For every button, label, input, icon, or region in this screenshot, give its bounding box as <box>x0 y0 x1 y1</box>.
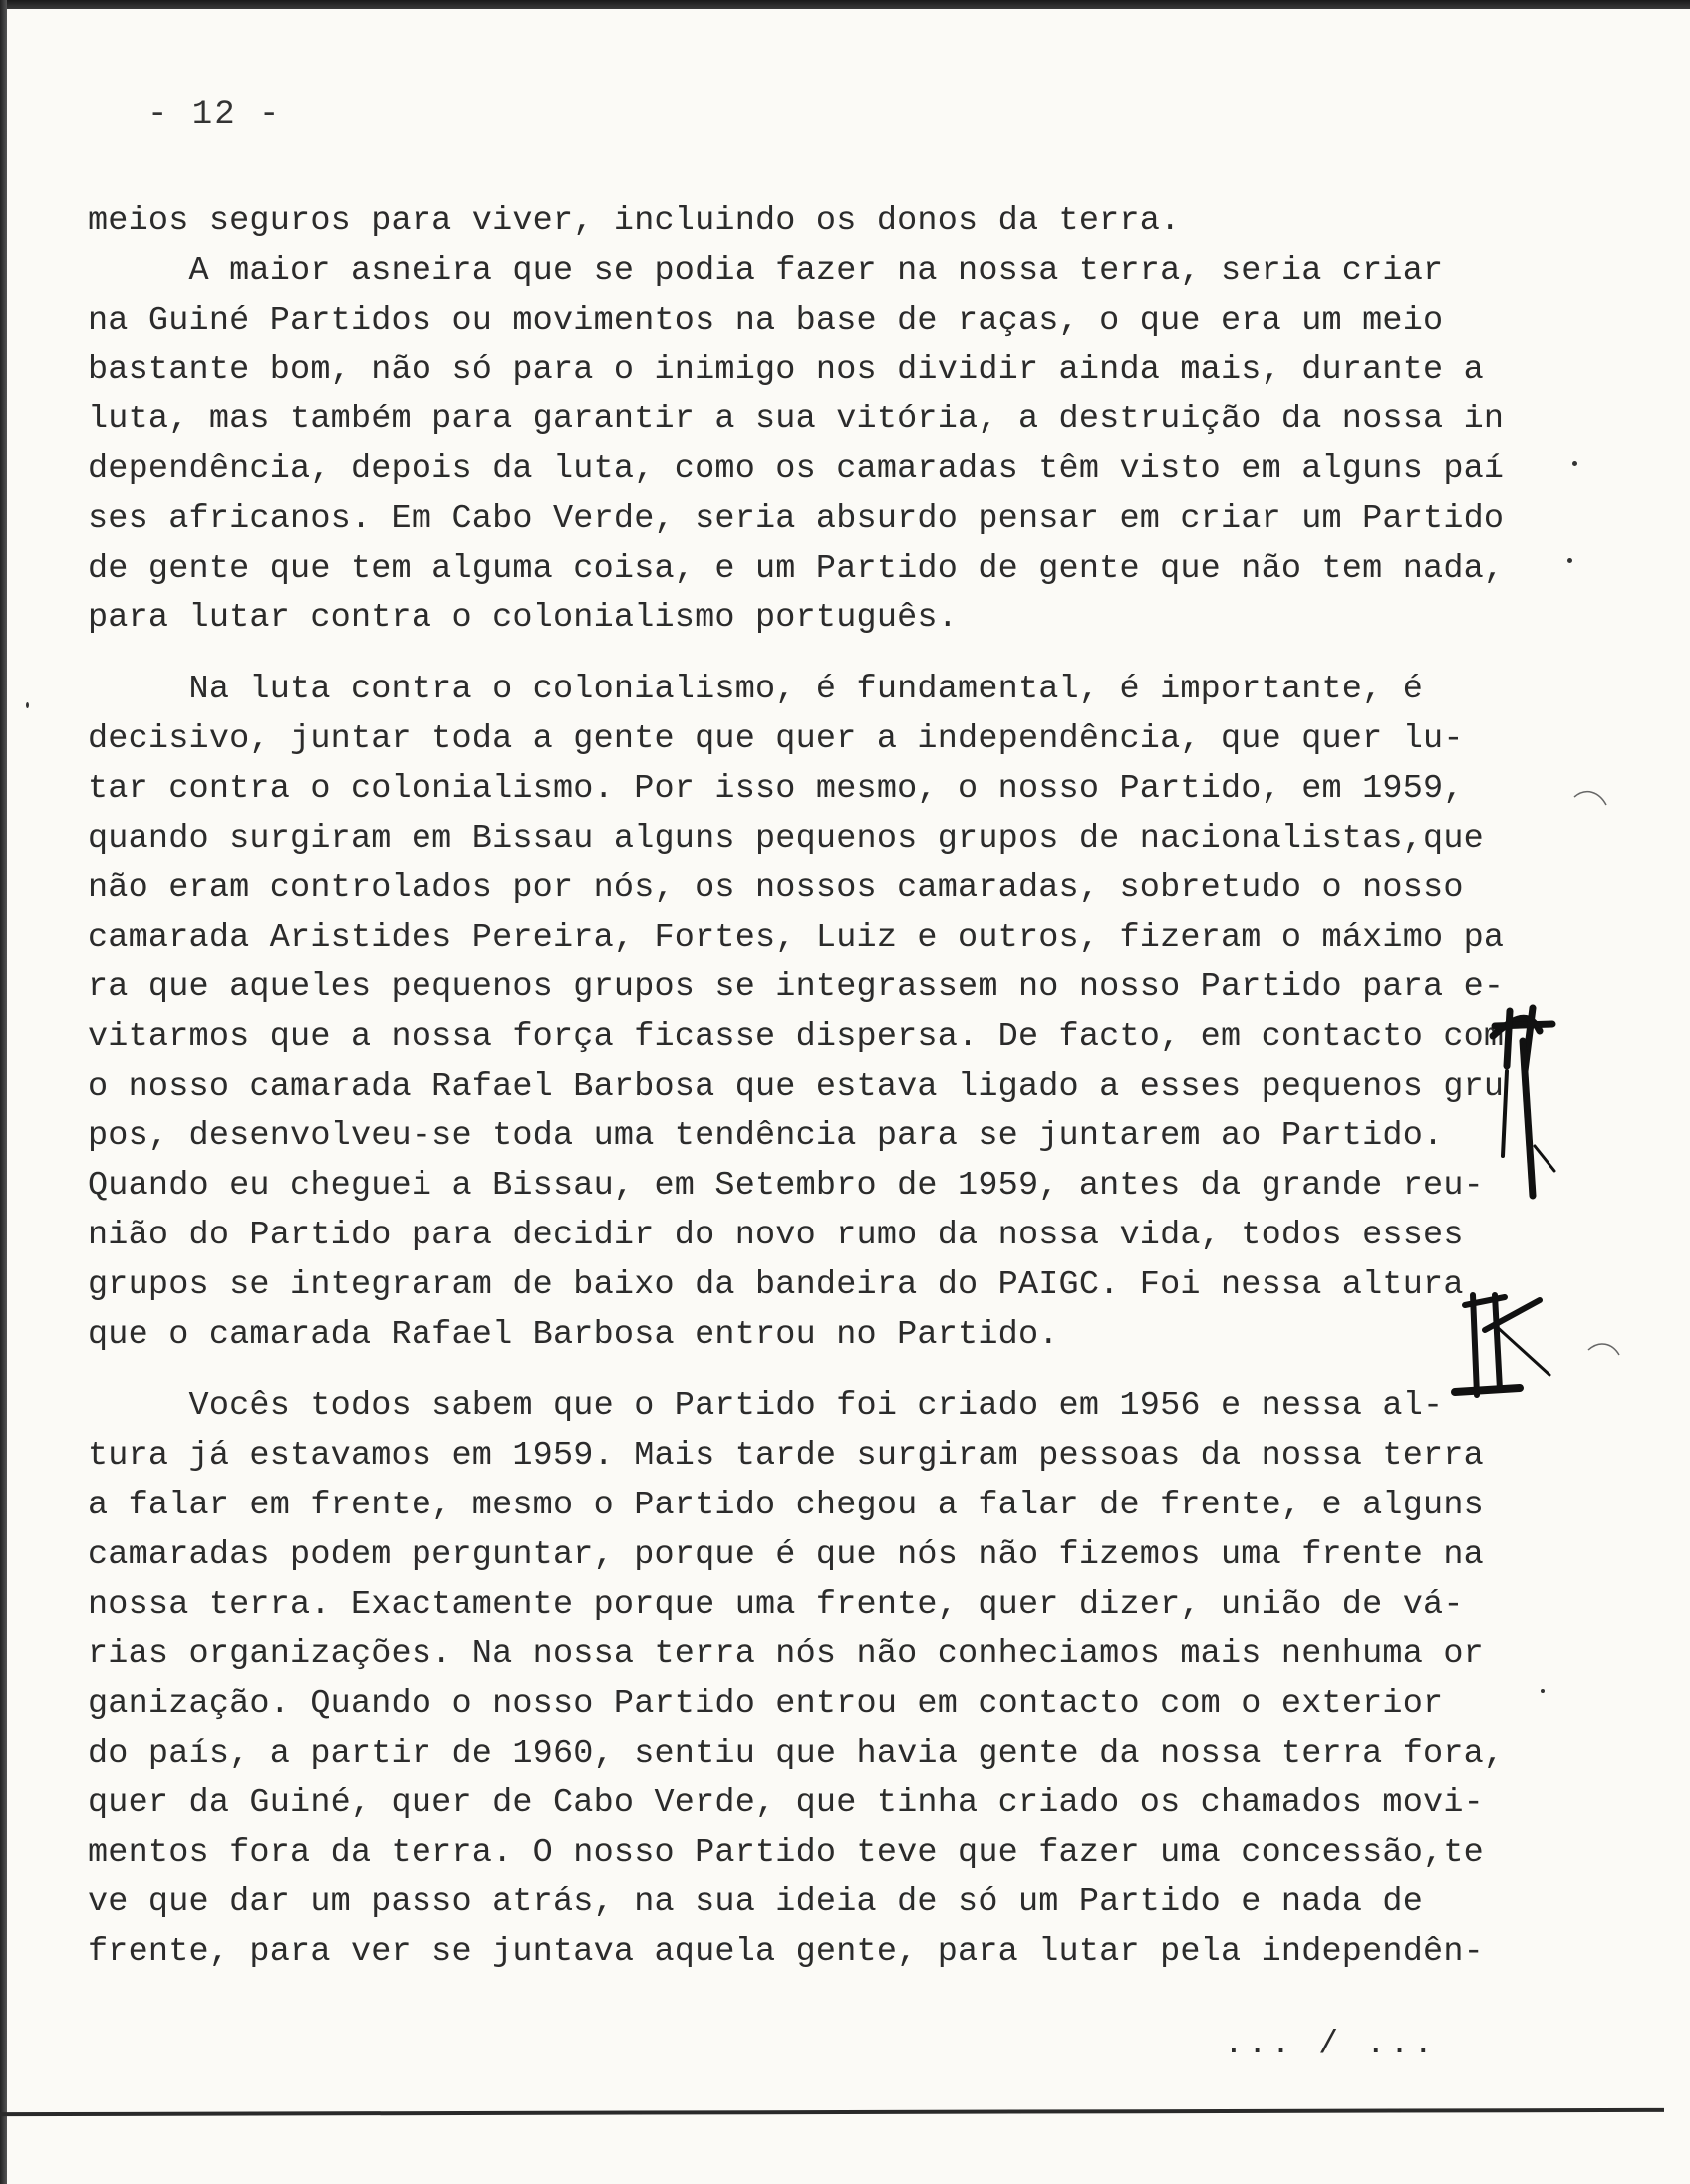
text-line: quer da Guiné, quer de Cabo Verde, que tinha criado os chamados movi- <box>88 1783 1484 1822</box>
text-line: para lutar contra o colonialismo português. <box>88 599 959 638</box>
text-line: luta, mas também para garantir a sua vitória, a destruição da nossa in <box>88 401 1505 439</box>
text-line: pos, desenvolveu-se toda uma tendência para se juntarem ao Partido. <box>88 1117 1444 1156</box>
scan-speck <box>26 702 29 708</box>
page-number: - 12 - <box>147 96 282 134</box>
text-line: o nosso camarada Rafael Barbosa que estava ligado a esses pequenos gru <box>88 1067 1505 1106</box>
text-line: quando surgiram em Bissau alguns pequenos grupos de nacionalistas,que <box>88 819 1484 858</box>
paragraph-break <box>88 644 1523 666</box>
body-text <box>88 197 1523 1978</box>
text-line: decisivo, juntar toda a gente que quer a independência, que quer lu- <box>88 719 1464 758</box>
text-line: meios seguros para viver, incluindo os donos da terra. <box>88 202 1181 240</box>
text-line: rias organizações. Na nossa terra nós não conheciamos mais nenhuma or <box>88 1635 1484 1674</box>
paragraph-break <box>88 1360 1523 1382</box>
continuation-marker: ... / ... <box>1224 2026 1438 2062</box>
scan-border-top <box>0 0 1690 9</box>
text-line: camaradas podem perguntar, porque é que nós não fizemos uma frente na <box>88 1535 1484 1574</box>
scan-speck <box>1572 461 1577 466</box>
text-line: Na luta contra o colonialismo, é fundamental, é importante, é <box>88 671 1424 709</box>
scan-border-left <box>0 0 7 2184</box>
text-line: nossa terra. Exactamente porque uma frente, quer dizer, união de vá- <box>88 1585 1464 1624</box>
text-line: bastante bom, não só para o inimigo nos dividir ainda mais, durante a <box>88 351 1484 390</box>
text-line: mentos fora da terra. O nosso Partido teve que fazer uma concessão,te <box>88 1833 1484 1872</box>
text-line: ses africanos. Em Cabo Verde, seria absurdo pensar em criar um Partido <box>88 499 1505 538</box>
text-line: A maior asneira que se podia fazer na nossa terra, seria criar <box>88 251 1444 290</box>
text-line: do país, a partir de 1960, sentiu que havia gente da nossa terra fora, <box>88 1734 1505 1773</box>
text-line: na Guiné Partidos ou movimentos na base de raças, o que era um meio <box>88 301 1444 340</box>
text-line: a falar em frente, mesmo o Partido chegou a falar de frente, e alguns <box>88 1486 1484 1524</box>
text-line: dependência, depois da luta, como os camaradas têm visto em alguns paí <box>88 449 1505 488</box>
text-line: Quando eu cheguei a Bissau, em Setembro de 1959, antes da grande reu- <box>88 1167 1484 1206</box>
text-line: ganização. Quando o nosso Partido entrou em contacto com o exterior <box>88 1685 1444 1724</box>
text-line: tura já estavamos em 1959. Mais tarde surgiram pessoas da nossa terra <box>88 1437 1484 1476</box>
text-line: grupos se integraram de baixo da bandeira do PAIGC. Foi nessa altura <box>88 1265 1464 1304</box>
text-line: ra que aqueles pequenos grupos se integrassem no nosso Partido para e- <box>88 967 1505 1006</box>
text-line: ve que dar um passo atrás, na sua ideia de só um Partido e nada de <box>88 1883 1424 1922</box>
text-line: não eram controlados por nós, os nossos camaradas, sobretudo o nosso <box>88 869 1464 908</box>
text-line: nião do Partido para decidir do novo rumo da nossa vida, todos esses <box>88 1216 1464 1254</box>
scan-speck <box>1541 1689 1545 1693</box>
text-line: tar contra o colonialismo. Por isso mesmo, o nosso Partido, em 1959, <box>88 769 1464 808</box>
text-line: Vocês todos sabem que o Partido foi criado em 1956 e nessa al- <box>88 1387 1444 1426</box>
scan-speck <box>1567 558 1572 563</box>
text-line: camarada Aristides Pereira, Fortes, Luiz e outros, fizeram o máximo pa <box>88 919 1505 957</box>
scan-border-bottom <box>0 2108 1664 2116</box>
text-line: que o camarada Rafael Barbosa entrou no Partido. <box>88 1315 1059 1354</box>
text-line: frente, para ver se juntava aquela gente, para lutar pela independên- <box>88 1933 1484 1972</box>
text-line: de gente que tem alguma coisa, e um Partido de gente que não tem nada, <box>88 549 1505 588</box>
text-line: vitarmos que a nossa força ficasse dispersa. De facto, em contacto com <box>88 1017 1505 1056</box>
